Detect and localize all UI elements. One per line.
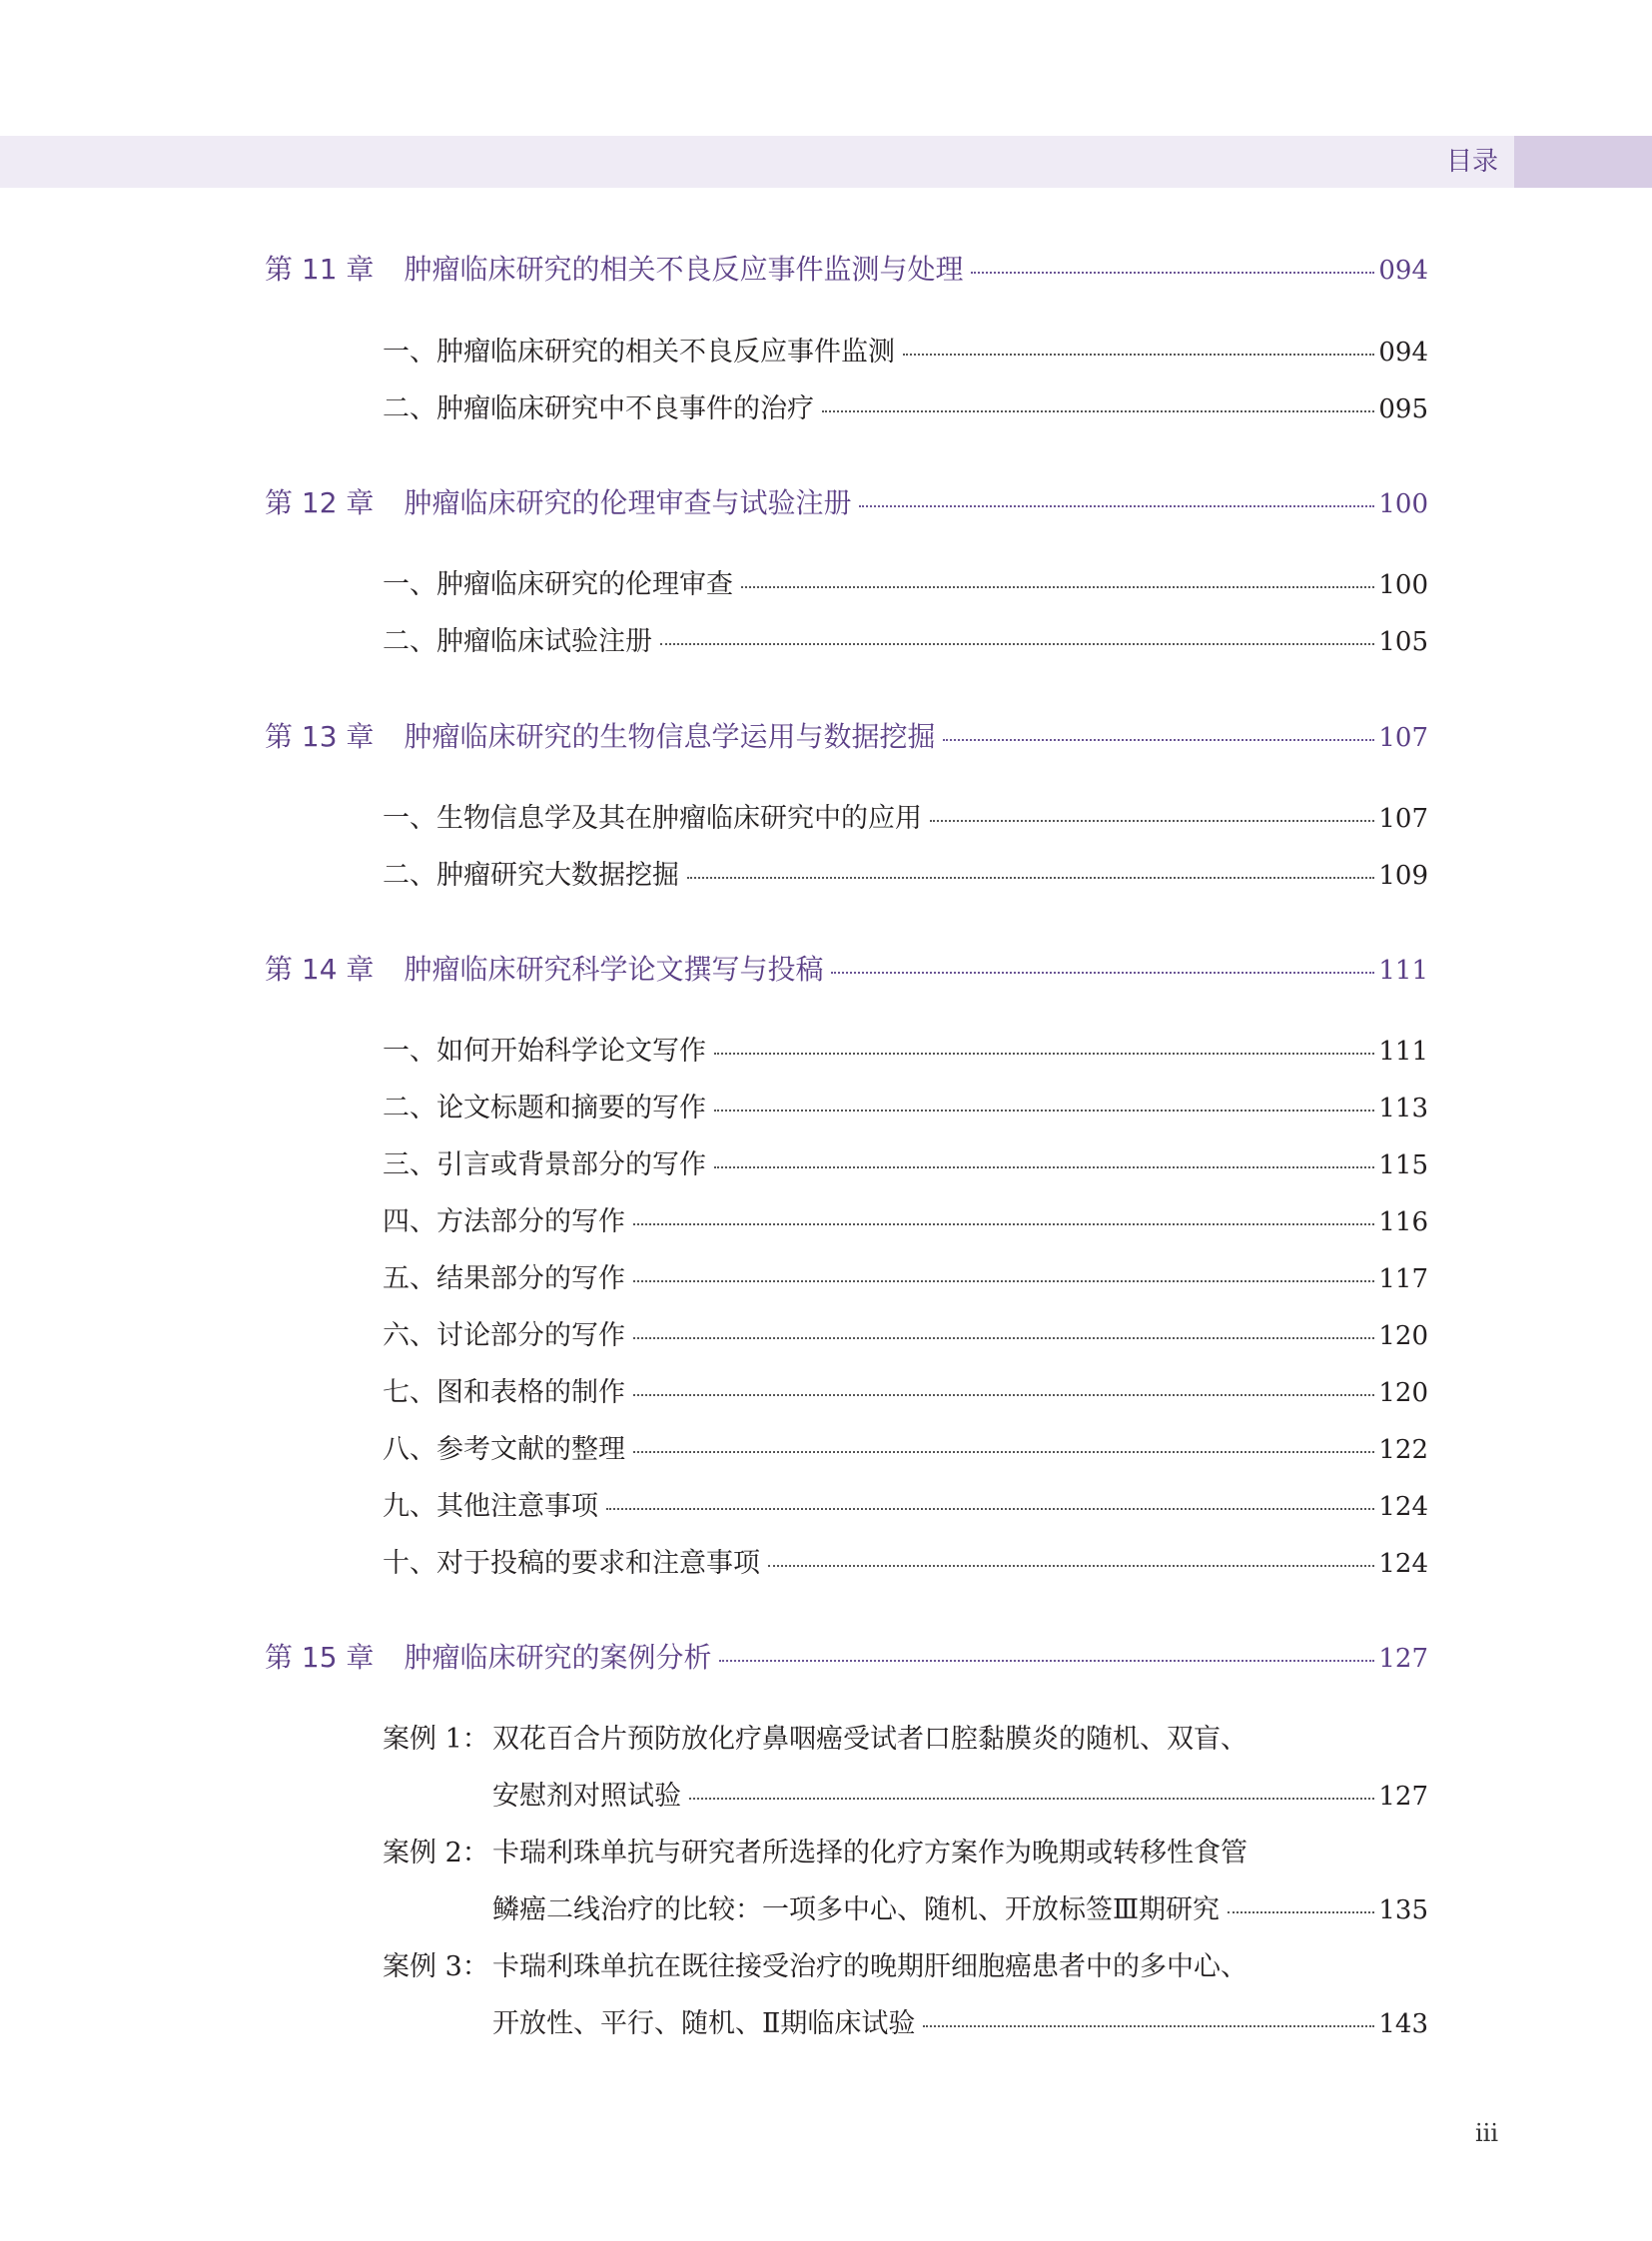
- toc-section[interactable]: [383, 1256, 1428, 1295]
- toc-section[interactable]: [383, 619, 1428, 658]
- dot-leader: [923, 2025, 1374, 2027]
- chapter-title: 肿瘤临床研究科学论文撰写与投稿: [404, 953, 824, 986]
- page-header-title: 目录: [1445, 147, 1498, 177]
- dot-leader: [606, 1508, 1374, 1510]
- case-label: 案例 2：: [383, 1838, 489, 1868]
- section-page: 122: [1378, 1435, 1428, 1465]
- section-title: 十、对于投稿的要求和注意事项: [383, 1548, 760, 1579]
- chapter-page: 100: [1378, 489, 1428, 519]
- dot-leader: [689, 1798, 1374, 1800]
- section-page: 100: [1378, 570, 1428, 600]
- toc-chapter-12[interactable]: [265, 481, 1428, 521]
- toc-section[interactable]: [383, 1199, 1428, 1238]
- case-title-line[interactable]: 卡瑞利珠单抗在既往接受治疗的晚期肝细胞癌患者中的多中心、: [492, 1951, 1247, 1982]
- section-title: 九、其他注意事项: [383, 1491, 598, 1522]
- section-page: 113: [1378, 1094, 1428, 1123]
- toc-chapter-15[interactable]: [265, 1636, 1428, 1676]
- chapter-page: 127: [1378, 1644, 1428, 1674]
- toc-section[interactable]: [383, 1029, 1428, 1068]
- case-title-line[interactable]: 卡瑞利珠单抗与研究者所选择的化疗方案作为晚期或转移性食管: [492, 1838, 1247, 1868]
- toc-section[interactable]: [383, 386, 1428, 425]
- toc-section[interactable]: [383, 796, 1428, 835]
- toc-case-entry[interactable]: [492, 2001, 1428, 2040]
- case-title-line: 鳞癌二线治疗的比较：一项多中心、随机、开放标签Ⅲ期研究: [492, 1894, 1221, 1925]
- section-title: 七、图和表格的制作: [383, 1377, 625, 1408]
- section-title: 一、生物信息学及其在肿瘤临床研究中的应用: [383, 803, 922, 834]
- toc-section[interactable]: [383, 1142, 1428, 1181]
- section-page: 094: [1378, 338, 1428, 368]
- toc-section[interactable]: [383, 1427, 1428, 1466]
- chapter-page: 107: [1378, 723, 1428, 753]
- chapter-page: 111: [1378, 956, 1428, 986]
- section-title: 一、肿瘤临床研究的相关不良反应事件监测: [383, 337, 895, 368]
- dot-leader: [768, 1565, 1374, 1567]
- toc-chapter-14[interactable]: [265, 948, 1428, 988]
- section-title: 二、肿瘤临床试验注册: [383, 626, 652, 657]
- case-title-line: 开放性、平行、随机、Ⅱ期临床试验: [492, 2008, 916, 2039]
- toc-chapter-13[interactable]: [265, 715, 1428, 755]
- case-title-line[interactable]: 双花百合片预防放化疗鼻咽癌受试者口腔黏膜炎的随机、双盲、: [492, 1724, 1247, 1755]
- case-title-line: 安慰剂对照试验: [492, 1781, 681, 1812]
- chapter-title: 肿瘤临床研究的伦理审查与试验注册: [404, 486, 852, 519]
- section-page: 115: [1378, 1150, 1428, 1180]
- section-page: 109: [1378, 861, 1428, 891]
- section-title: 六、讨论部分的写作: [383, 1320, 625, 1351]
- section-title: 八、参考文献的整理: [383, 1434, 625, 1465]
- section-page: 124: [1378, 1492, 1428, 1522]
- dot-leader: [633, 1337, 1374, 1339]
- section-title: 一、肿瘤临床研究的伦理审查: [383, 569, 733, 600]
- toc-section[interactable]: [383, 1086, 1428, 1124]
- dot-leader: [971, 272, 1374, 274]
- section-title: 五、结果部分的写作: [383, 1263, 625, 1294]
- section-title: 二、肿瘤临床研究中不良事件的治疗: [383, 393, 814, 424]
- dot-leader: [660, 643, 1374, 645]
- dot-leader: [943, 739, 1374, 741]
- section-page: 111: [1378, 1037, 1428, 1067]
- dot-leader: [741, 586, 1374, 588]
- toc-section[interactable]: [383, 562, 1428, 601]
- section-title: 二、肿瘤研究大数据挖掘: [383, 860, 679, 891]
- dot-leader: [714, 1053, 1374, 1055]
- chapter-page: 094: [1378, 256, 1428, 286]
- toc-section[interactable]: [383, 1541, 1428, 1580]
- dot-leader: [687, 877, 1374, 879]
- section-title: 一、如何开始科学论文写作: [383, 1036, 706, 1067]
- chapter-number: 第 14 章: [265, 953, 375, 986]
- section-title: 三、引言或背景部分的写作: [383, 1149, 706, 1180]
- section-title: 四、方法部分的写作: [383, 1206, 625, 1237]
- case-label: 案例 3：: [383, 1951, 489, 1982]
- section-page: 117: [1378, 1264, 1428, 1294]
- toc-section[interactable]: [383, 1484, 1428, 1523]
- toc-section[interactable]: [383, 1370, 1428, 1409]
- section-page: 124: [1378, 1549, 1428, 1579]
- dot-leader: [633, 1280, 1374, 1282]
- section-page: 107: [1378, 804, 1428, 834]
- chapter-number: 第 12 章: [265, 486, 375, 519]
- page-number: iii: [1475, 2119, 1499, 2147]
- dot-leader: [822, 410, 1374, 412]
- section-page: 095: [1378, 394, 1428, 424]
- case-page: 143: [1378, 2009, 1428, 2039]
- case-label: 案例 1：: [383, 1724, 489, 1755]
- section-title: 二、论文标题和摘要的写作: [383, 1093, 706, 1123]
- dot-leader: [714, 1166, 1374, 1168]
- chapter-title: 肿瘤临床研究的生物信息学运用与数据挖掘: [404, 720, 936, 753]
- dot-leader: [714, 1110, 1374, 1112]
- toc-case-entry[interactable]: [492, 1774, 1428, 1813]
- toc-section[interactable]: [383, 853, 1428, 892]
- dot-leader: [930, 820, 1374, 822]
- toc-case-entry[interactable]: [492, 1887, 1428, 1926]
- dot-leader: [633, 1223, 1374, 1225]
- chapter-title: 肿瘤临床研究的案例分析: [404, 1641, 712, 1674]
- dot-leader: [633, 1451, 1374, 1453]
- dot-leader: [1228, 1911, 1374, 1913]
- section-page: 105: [1378, 627, 1428, 657]
- chapter-title: 肿瘤临床研究的相关不良反应事件监测与处理: [404, 253, 964, 286]
- toc-chapter-11[interactable]: [265, 248, 1428, 288]
- dot-leader: [633, 1394, 1374, 1396]
- chapter-number: 第 15 章: [265, 1641, 375, 1674]
- dot-leader: [719, 1660, 1374, 1662]
- toc-section[interactable]: [383, 330, 1428, 369]
- case-page: 127: [1378, 1782, 1428, 1812]
- section-page: 120: [1378, 1378, 1428, 1408]
- dot-leader: [859, 505, 1374, 507]
- dot-leader: [831, 972, 1374, 974]
- dot-leader: [903, 354, 1374, 356]
- section-page: 120: [1378, 1321, 1428, 1351]
- case-page: 135: [1378, 1895, 1428, 1925]
- chapter-number: 第 11 章: [265, 253, 375, 286]
- toc-section[interactable]: [383, 1313, 1428, 1352]
- section-page: 116: [1378, 1207, 1428, 1237]
- chapter-number: 第 13 章: [265, 720, 375, 753]
